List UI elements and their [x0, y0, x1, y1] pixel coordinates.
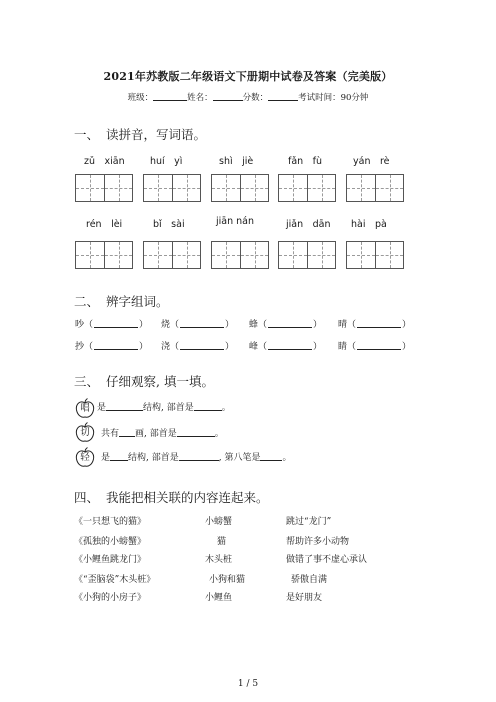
writing-grid-2[interactable] — [143, 174, 201, 202]
answer-blank[interactable] — [268, 349, 312, 350]
match-left-2[interactable]: 《孤独的小螃蟹》 — [74, 537, 147, 547]
score-label: 分数： — [242, 93, 269, 103]
writing-grid-5[interactable] — [346, 174, 404, 202]
pinyin-2: huí yì — [150, 156, 183, 167]
answer-blank[interactable] — [94, 349, 138, 350]
page-number: 1 / 5 — [237, 679, 259, 689]
writing-grid-4[interactable] — [278, 174, 336, 202]
exam-title: 2021年苏教版二年级语文下册期中试卷及答案（完美版） — [103, 70, 393, 83]
match-middle-5[interactable]: 小鲤鱼 — [205, 593, 233, 603]
match-middle-2[interactable]: 猫 — [217, 537, 227, 547]
answer-blank[interactable] — [357, 349, 401, 350]
word-pair-4: 晴（ ） — [338, 320, 412, 330]
word-pair-8: 睛（ ） — [338, 342, 412, 352]
pinyin-6: rén lèi — [86, 219, 123, 230]
word-pair-7: 峰（ ） — [249, 342, 323, 352]
name-label: 姓名： — [187, 93, 213, 103]
observe-char-1: 唱 — [80, 403, 90, 414]
answer-blank[interactable] — [94, 327, 138, 328]
answer-blank[interactable] — [119, 436, 135, 437]
writing-grid-10[interactable] — [346, 241, 404, 269]
word-pair-6: 浇（ ） — [161, 342, 235, 352]
match-right-2[interactable]: 帮助许多小动物 — [286, 537, 350, 547]
match-left-1[interactable]: 《一只想飞的猫》 — [74, 517, 147, 527]
observe-line-1: 是 结构, 部首是 。 — [97, 403, 231, 413]
pinyin-4: fǎn fù — [288, 156, 323, 167]
time-label: 考试时间：90分钟 — [298, 93, 369, 103]
answer-blank[interactable] — [106, 410, 143, 411]
word-pair-5: 抄（ ） — [75, 342, 149, 352]
answer-blank[interactable] — [179, 460, 219, 461]
section-4-heading: 四、 我能把相关联的内容连起来。 — [74, 490, 269, 505]
class-blank — [153, 100, 187, 101]
answer-blank[interactable] — [177, 436, 215, 437]
observe-char-2: 切 — [80, 427, 90, 438]
apple-icon-1 — [74, 397, 96, 419]
match-right-1[interactable]: 跳过“龙门” — [286, 517, 332, 527]
pinyin-10: hài pà — [351, 219, 387, 230]
section-2-heading: 二、 辨字组词。 — [74, 294, 169, 309]
match-left-5[interactable]: 《小狗的小房子》 — [74, 593, 147, 603]
writing-grid-1[interactable] — [75, 174, 133, 202]
observe-line-2: 共有 画, 部首是 。 — [101, 429, 224, 439]
match-right-5[interactable]: 是好朋友 — [286, 593, 323, 603]
match-middle-1[interactable]: 小螃蟹 — [205, 517, 233, 527]
answer-blank[interactable] — [357, 327, 401, 328]
answer-blank[interactable] — [110, 460, 128, 461]
match-middle-3[interactable]: 木头桩 — [205, 555, 233, 565]
section-1-heading: 一、 读拼音，写词语。 — [74, 127, 207, 142]
observe-char-3: 轻 — [80, 452, 90, 463]
word-pair-3: 蜂（ ） — [249, 320, 323, 330]
answer-blank[interactable] — [260, 460, 282, 461]
score-blank — [268, 100, 298, 101]
apple-icon-2 — [74, 421, 96, 443]
writing-grid-3[interactable] — [211, 174, 269, 202]
section-3-heading: 三、 仔细观察, 填一填。 — [74, 374, 214, 389]
pinyin-7: bǐ sài — [153, 219, 185, 230]
word-pair-2: 烧（ ） — [161, 320, 235, 330]
pinyin-8: jiān nán — [216, 216, 255, 227]
observe-line-3: 是 结构, 部首是 , 第八笔是 。 — [101, 453, 292, 463]
apple-icon-3 — [74, 446, 96, 468]
match-left-4[interactable]: 《“歪脑袋”木头桩》 — [74, 575, 156, 585]
pinyin-5: yán rè — [353, 156, 390, 167]
writing-grid-9[interactable] — [278, 241, 336, 269]
answer-blank[interactable] — [180, 327, 224, 328]
answer-blank[interactable] — [180, 349, 224, 350]
pinyin-9: jiǎn dān — [286, 219, 331, 230]
pinyin-3: shì jiè — [219, 156, 254, 167]
match-middle-4[interactable]: 小狗和猫 — [209, 575, 246, 585]
name-blank — [213, 100, 243, 101]
writing-grid-6[interactable] — [75, 241, 133, 269]
class-label: 班级： — [127, 93, 154, 103]
answer-blank[interactable] — [268, 327, 312, 328]
match-right-4[interactable]: 骄傲自满 — [291, 575, 328, 585]
pinyin-1: zǔ xiān — [84, 156, 125, 167]
match-right-3[interactable]: 做错了事不虚心承认 — [286, 555, 368, 565]
word-pair-1: 吵（ ） — [75, 320, 149, 330]
student-info-line — [0, 91, 496, 103]
answer-blank[interactable] — [194, 410, 222, 411]
writing-grid-8[interactable] — [211, 241, 269, 269]
match-left-3[interactable]: 《小鲤鱼跳龙门》 — [74, 555, 147, 565]
writing-grid-7[interactable] — [143, 241, 201, 269]
